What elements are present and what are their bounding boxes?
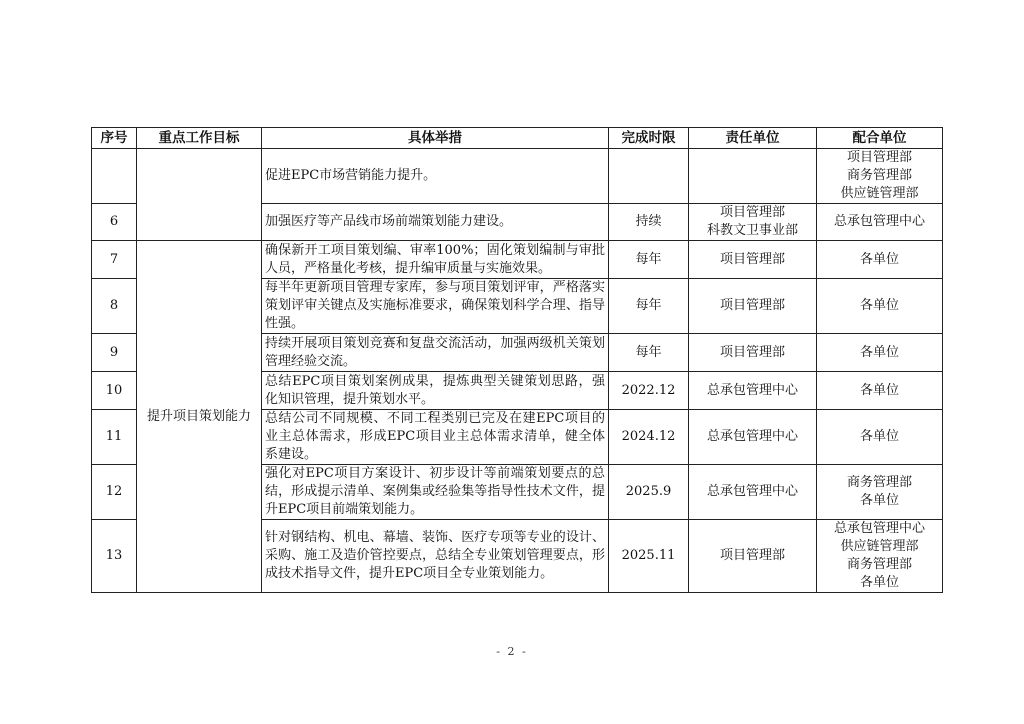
responsible-unit: 项目管理部: [719, 548, 785, 563]
cooperating-unit: 各单位: [859, 429, 899, 444]
table-header-row: [92, 128, 943, 149]
measure-text: 针对钢结构、机电、幕墙、装饰、医疗专项等专业的设计、采购、施工及造价管控要点，总结全专业策划管理要点，形成技术指导文件，提升EPC项目全专业策划能力。: [265, 530, 605, 581]
responsible-cell: [689, 465, 817, 520]
row-number: 10: [92, 372, 137, 410]
cooperating-unit: 项目管理部: [846, 150, 912, 165]
header-no: 序号: [92, 128, 137, 149]
measure-cell: [262, 372, 609, 410]
cooperating-unit: 供应链管理部: [840, 539, 919, 554]
responsible-unit: 项目管理部: [719, 344, 785, 360]
measure-cell: [262, 520, 609, 593]
responsible-cell: [689, 241, 817, 279]
cooperating-unit: 总承包管理中心: [833, 521, 925, 536]
header-cooperating: 配合单位: [817, 128, 943, 149]
cooperating-cell: [817, 204, 943, 241]
measure-text: 促进EPC市场营销能力提升。: [265, 168, 437, 183]
responsible-cell: [689, 149, 817, 204]
responsible-cell: [689, 204, 817, 241]
measure-text: 每半年更新项目管理专家库，参与项目策划评审，严格落实策划评审关键点及实施标准要求，确保策划科学合理、指导性强。: [265, 280, 605, 331]
cooperating-cell: [817, 372, 943, 410]
row-number: 7: [92, 241, 137, 279]
measure-cell: [262, 465, 609, 520]
deadline-cell: 2022.12: [609, 372, 689, 410]
responsible-cell: [689, 372, 817, 410]
cooperating-cell: [817, 241, 943, 279]
deadline-cell: 每年: [609, 279, 689, 334]
deadline-cell: [609, 149, 689, 204]
measure-text: 持续开展项目策划竞赛和复盘交流活动，加强两级机关策划管理经验交流。: [265, 335, 605, 369]
deadline-cell: 2024.12: [609, 410, 689, 465]
page-number: - 2 -: [496, 645, 528, 658]
cooperating-unit: 各单位: [859, 493, 899, 508]
cooperating-unit: 各单位: [859, 575, 899, 590]
measure-text: 总结EPC项目策划案例成果，提炼典型关键策划思路，强化知识管理，提升策划水平。: [265, 373, 605, 407]
row-number: 8: [92, 279, 137, 334]
deadline-cell: 持续: [609, 204, 689, 241]
responsible-unit: 科教文卫事业部: [706, 223, 798, 238]
cooperating-unit: 商务管理部: [846, 557, 912, 572]
measure-text: 总结公司不同规模、不同工程类别已完及在建EPC项目的业主总体需求，形成EPC项目业主总体需求清单，健全体系建设。: [265, 411, 605, 462]
header-deadline: 完成时限: [609, 128, 689, 149]
measure-cell: [262, 334, 609, 372]
responsible-unit: 项目管理部: [719, 298, 785, 313]
measure-text: 加强医疗等产品线市场前端策划能力建设。: [265, 214, 513, 229]
cooperating-cell: [817, 465, 943, 520]
measure-cell: [262, 241, 609, 279]
deadline-cell: 每年: [609, 241, 689, 279]
row-number: 12: [92, 465, 137, 520]
responsible-unit: 项目管理部: [719, 251, 785, 267]
responsible-cell: [689, 410, 817, 465]
cooperating-unit: 供应链管理部: [840, 186, 919, 201]
work-plan-table: [91, 127, 943, 593]
cooperating-cell: [817, 149, 943, 204]
responsible-unit: 总承包管理中心: [706, 484, 798, 499]
cooperating-unit: 各单位: [859, 298, 899, 313]
goal-cell-2: 提升项目策划能力: [137, 241, 262, 593]
cooperating-unit: 总承包管理中心: [833, 214, 925, 229]
measure-text: 强化对EPC项目方案设计、初步设计等前端策划要点的总结，形成提示清单、案例集或经验集等指导性技术文件，提升EPC项目前端策划能力。: [265, 466, 605, 517]
row-number: 9: [92, 334, 137, 372]
measure-cell: [262, 410, 609, 465]
header-measure: 具体举措: [262, 128, 609, 149]
deadline-cell: 2025.11: [609, 520, 689, 593]
header-responsible: 责任单位: [689, 128, 817, 149]
measure-text: 确保新开工项目策划编、审率100%；固化策划编制与审批人员，严格量化考核，提升编审质量与实施效果。: [265, 242, 605, 276]
cooperating-unit: 各单位: [859, 251, 899, 267]
responsible-cell: [689, 520, 817, 593]
row-number: [92, 149, 137, 204]
responsible-unit: 总承包管理中心: [706, 382, 798, 398]
cooperating-unit: 商务管理部: [846, 475, 912, 490]
responsible-unit: 项目管理部: [719, 205, 785, 220]
row-number: 13: [92, 520, 137, 593]
row-number: 6: [92, 204, 137, 241]
responsible-cell: [689, 334, 817, 372]
cooperating-unit: 商务管理部: [846, 168, 912, 183]
cooperating-cell: [817, 520, 943, 593]
row-number: 11: [92, 410, 137, 465]
cooperating-cell: [817, 410, 943, 465]
measure-cell: [262, 149, 609, 204]
cooperating-cell: [817, 334, 943, 372]
table-row: [92, 149, 943, 204]
table-row: [92, 241, 943, 279]
responsible-unit: 总承包管理中心: [706, 429, 798, 444]
measure-cell: [262, 204, 609, 241]
responsible-cell: [689, 279, 817, 334]
cooperating-unit: 各单位: [859, 382, 899, 398]
deadline-cell: 2025.9: [609, 465, 689, 520]
deadline-cell: 每年: [609, 334, 689, 372]
cooperating-cell: [817, 279, 943, 334]
cooperating-unit: 各单位: [859, 344, 899, 360]
goal-cell-1: [137, 149, 262, 241]
header-goal: 重点工作目标: [137, 128, 262, 149]
measure-cell: [262, 279, 609, 334]
